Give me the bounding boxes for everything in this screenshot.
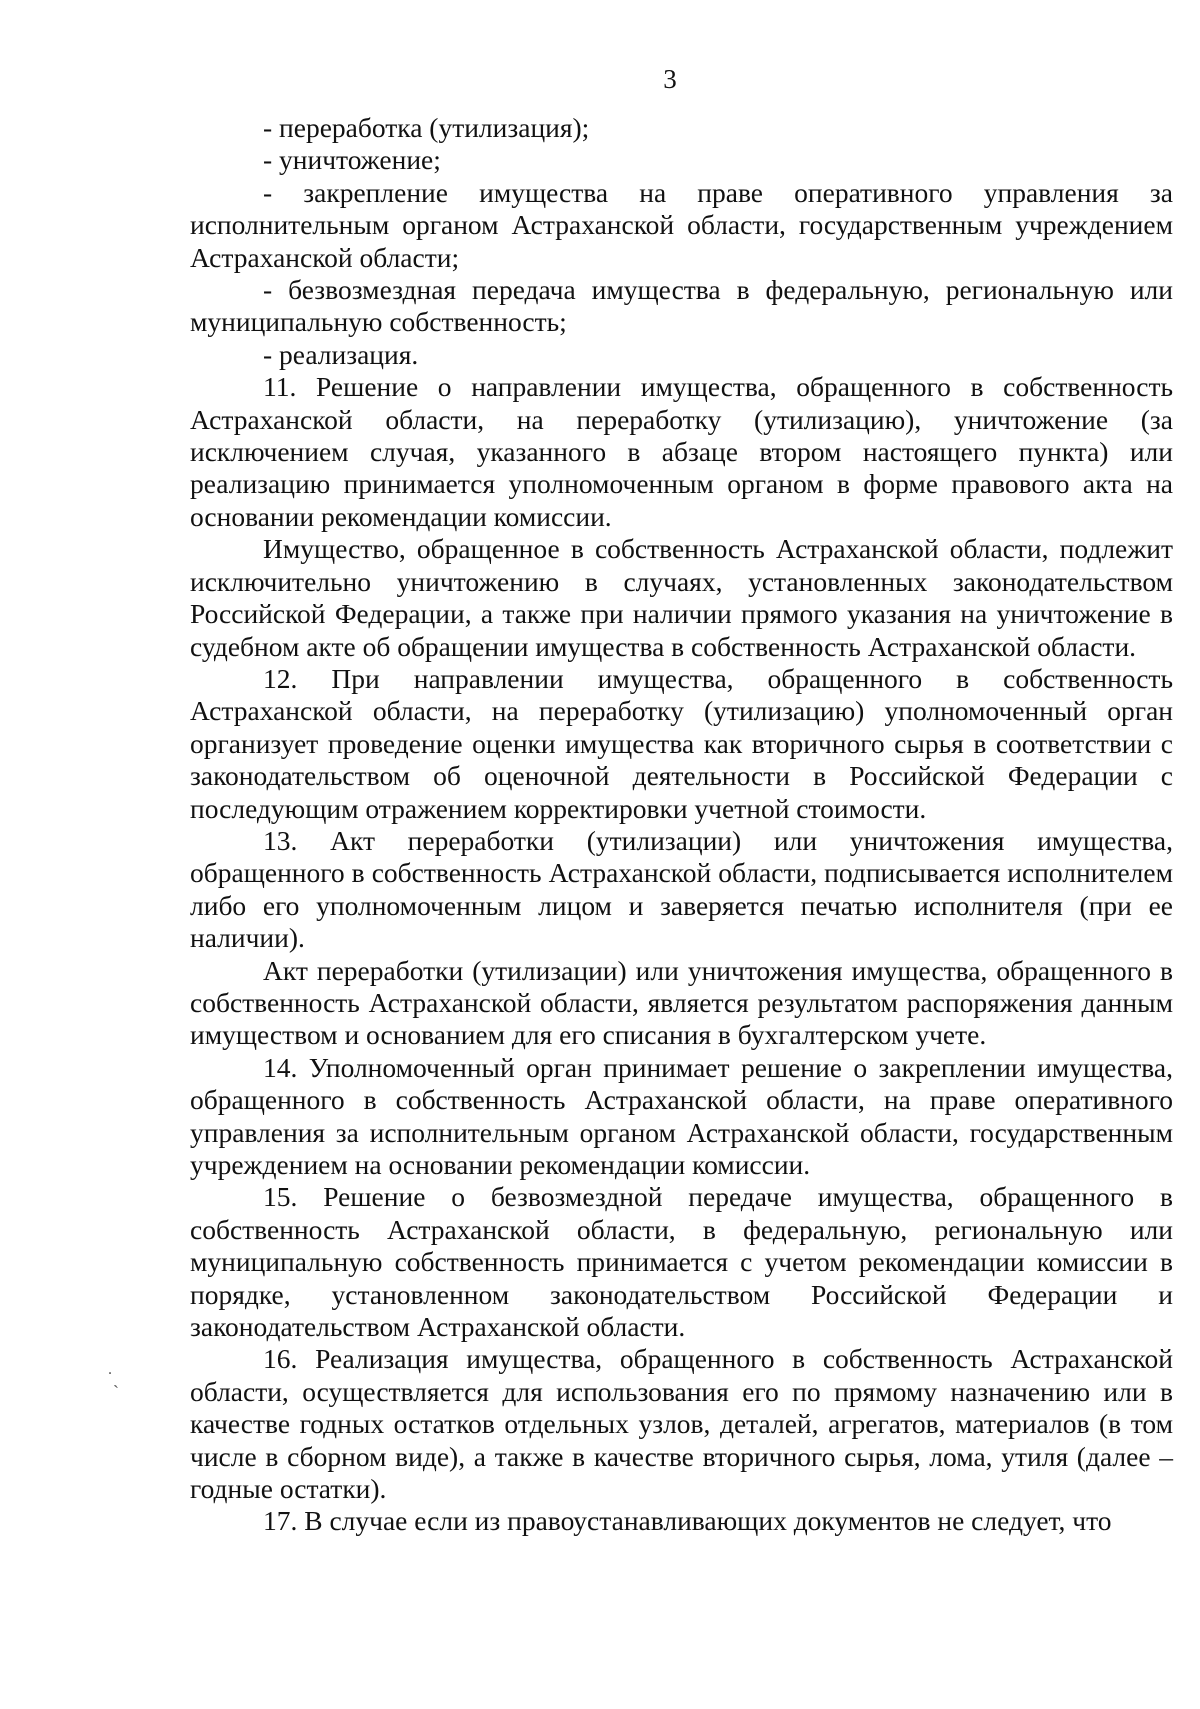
paragraph-15: 15. Решение о безвозмездной передаче имущества, обращенного в собственность Астраханской области, в федеральную, региональную или муниципальную собственность принимается с учетом рекомендации комиссии в порядке, установленном законодательством Российской Федерации и законодательством Астраханской области. bbox=[190, 1181, 1173, 1343]
list-item-destruction: - уничтожение; bbox=[263, 144, 441, 176]
document-body bbox=[190, 112, 1173, 1538]
paragraph-12: 12. При направлении имущества, обращенного в собственность Астраханской области, на переработку (утилизацию) уполномоченный орган организует проведение оценки имущества как вторичного сырья в соответствии с законодательством об оценочной деятельности в Российской Федерации с последующим отражением корректировки учетной стоимости. bbox=[190, 662, 1173, 824]
paragraph-11: 11. Решение о направлении имущества, обращенного в собственность Астраханской области, на переработку (утилизацию), уничтожение (за исключением случая, указанного в абзаце втором настоящего пункта) или реализацию принимается уполномоченным органом в форме правового акта на основании рекомендации комиссии. bbox=[190, 371, 1173, 532]
page-number: 3 bbox=[663, 64, 677, 94]
paragraph-14: 14. Уполномоченный орган принимает решение о закреплении имущества, обращенного в собственность Астраханской области, на праве оперативного управления за исполнительным органом Астраханской области, государственным учреждением на основании рекомендации комиссии. bbox=[190, 1051, 1173, 1180]
list-item-sale: - реализация. bbox=[263, 338, 419, 370]
paragraph-11-part-2: Имущество, обращенное в собственность Астраханской области, подлежит исключительно уничтожению в случаях, установленных законодательством Российской Федерации, а также при наличии прямого указания на уничтожение в судебном акте об обращении имущества в собственность Астраханской области. bbox=[190, 533, 1173, 662]
list-item-free-transfer: - безвозмездная передача имущества в федеральную, региональную или муниципальную собственность; bbox=[190, 274, 1173, 338]
paragraph-16: 16. Реализация имущества, обращенного в собственность Астраханской области, осуществляется для использования его по прямому назначению или в качестве годных остатков отдельных узлов, деталей, агрегатов, материалов (в том числе в сборном виде), а также в качестве вторичного сырья, лома, утиля (далее – годные остатки). bbox=[190, 1343, 1173, 1505]
list-item-processing: - переработка (утилизация); bbox=[263, 112, 590, 143]
paragraph-17: 17. В случае если из правоустанавливающих документов не следует, что bbox=[263, 1505, 1112, 1537]
paragraph-13: 13. Акт переработки (утилизации) или уничтожения имущества, обращенного в собственность Астраханской области, подписывается исполнителем либо его уполномоченным лицом и заверяется печатью исполнителя (при ее наличии). bbox=[190, 824, 1173, 954]
paragraph-13-part-2: Акт переработки (утилизации) или уничтожения имущества, обращенного в собственность Астраханской области, является результатом распоряжения данным имуществом и основанием для его списания в бухгалтерском учете. bbox=[190, 954, 1173, 1051]
list-item-operational-management: - закрепление имущества на праве оперативного управления за исполнительным органом Астраханской области, государственным учреждением Астраханской области; bbox=[190, 176, 1173, 273]
scan-artifact-mark: ˙ˏ bbox=[107, 1368, 119, 1388]
